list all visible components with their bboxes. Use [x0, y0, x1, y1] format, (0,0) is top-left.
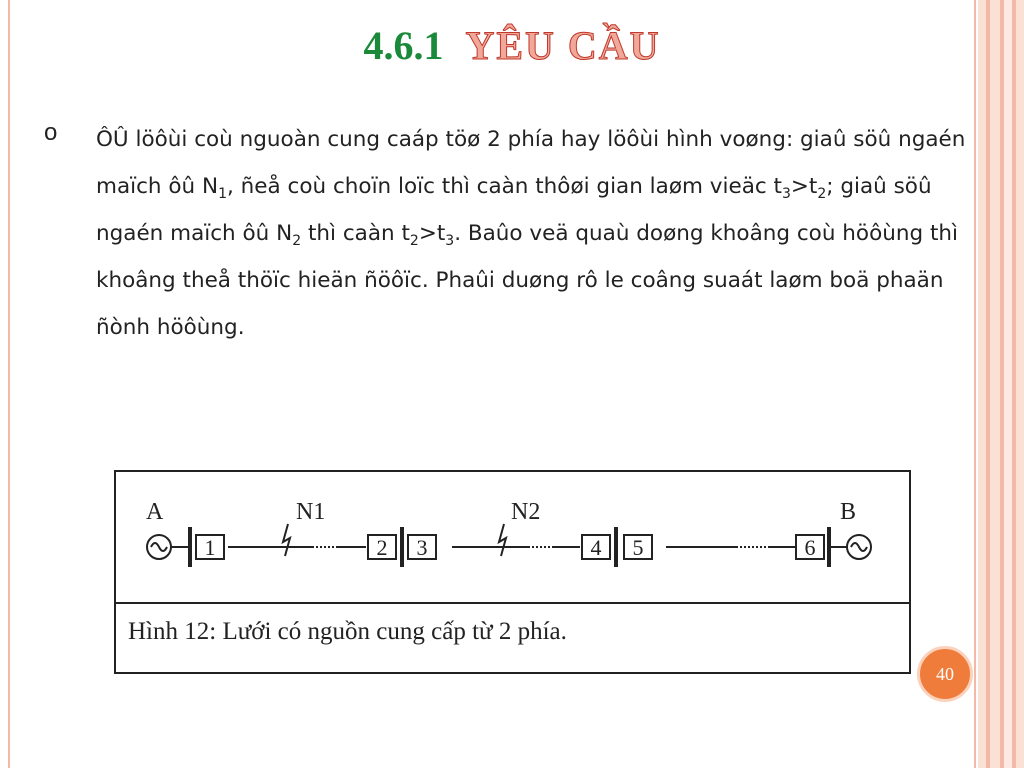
paragraph-subscript: 2	[817, 186, 827, 202]
sine-a-icon	[151, 543, 167, 551]
paragraph-text: >t	[418, 221, 446, 246]
fault-n1-icon	[283, 524, 290, 556]
figure-caption: Hình 12: Lưới có nguồn cung cấp từ 2 phía.	[116, 602, 909, 672]
paragraph-subscript: 2	[409, 233, 419, 249]
figure-diagram	[114, 470, 911, 674]
relay-label-4: 4	[590, 535, 602, 560]
fault-n2-icon	[499, 524, 506, 556]
relay-label-6: 6	[804, 535, 816, 560]
paragraph-subscript: 1	[218, 186, 227, 202]
paragraph-text: >t	[790, 174, 818, 199]
paragraph-subscript: 3	[781, 186, 791, 202]
paragraph-subscript: 3	[445, 233, 455, 249]
bullet-marker: o	[44, 119, 58, 146]
fault-n2-label: N2	[511, 499, 541, 525]
relay-label-2: 2	[376, 535, 388, 560]
network-diagram	[116, 472, 909, 602]
relay-label-3: 3	[416, 535, 428, 560]
paragraph-text: ; giaû söû ngaén maïch ôû N	[96, 174, 932, 246]
busbar-2	[400, 527, 404, 567]
paragraph-subscript: 2	[292, 233, 302, 249]
busbar-4	[827, 527, 831, 567]
source-a-label: A	[146, 499, 164, 525]
fault-n1-label: N1	[296, 499, 326, 525]
paragraph-text: ÔÛ löôùi coù nguoàn cung caáp töø 2 phía hay löôùi hình voøng: giaû söû ngaén maïch ôû N	[96, 127, 966, 199]
sine-b-icon	[851, 543, 867, 551]
slide-title	[0, 22, 1024, 69]
relay-label-5: 5	[632, 535, 644, 560]
decorative-stripes	[978, 0, 1024, 768]
paragraph-text: . Baûo veä quaù doøng khoâng coù höôùng thì khoâng theå thöïc hieän ñöôïc. Phaûi duøng rô le coâng suaát laøm boä phaän ñònh höôùng.	[96, 221, 958, 340]
paragraph-text: thì caàn t	[301, 221, 410, 246]
page-number-badge: 40	[917, 646, 973, 702]
paragraph-text: , ñeå coù choïn loïc thì caàn thôøi gian laøm vieäc t	[227, 174, 782, 199]
busbar-1	[188, 527, 192, 567]
busbar-3	[614, 527, 618, 567]
relay-label-1: 1	[204, 535, 216, 560]
body-paragraph	[96, 116, 966, 351]
title-text: YÊU CẦU	[465, 23, 661, 68]
source-b-label: B	[840, 499, 857, 525]
title-number: 4.6.1	[363, 23, 444, 68]
